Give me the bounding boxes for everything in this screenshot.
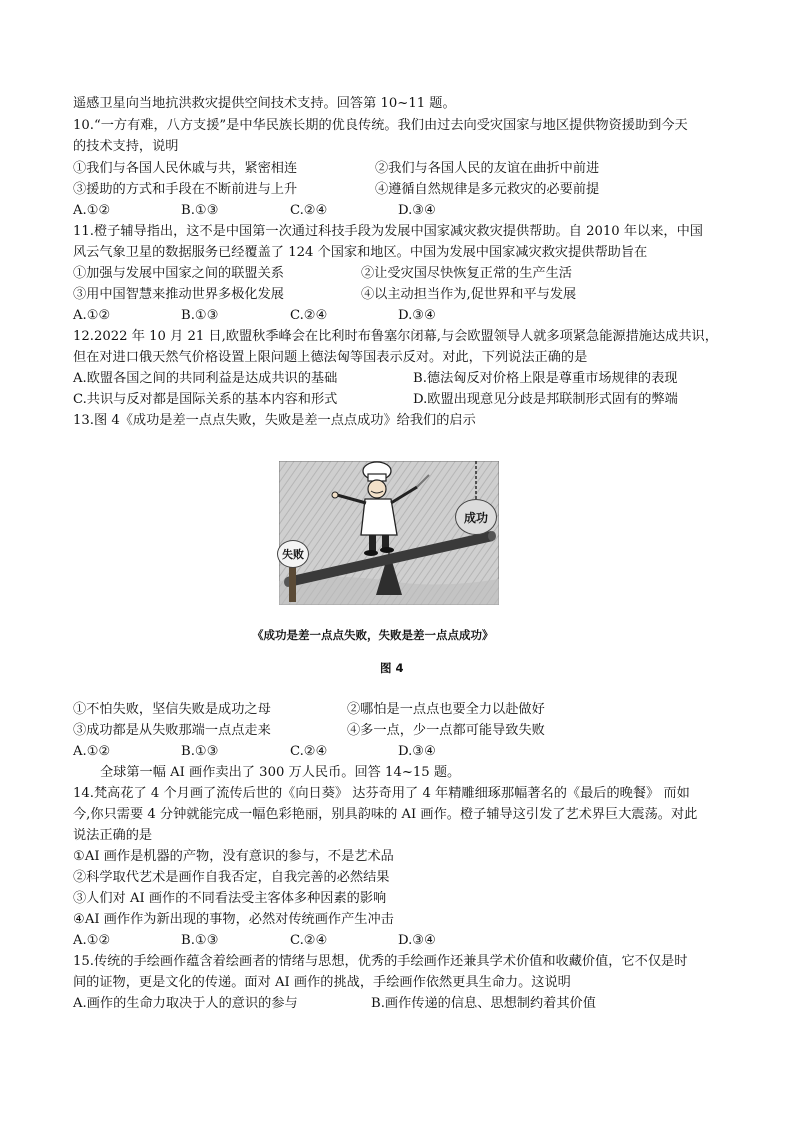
success-weight: 成功 xyxy=(455,499,497,535)
question-12-stem: 12.2022 年 10 月 21 日,欧盟秋季峰会在比利时布鲁塞尔闭幕,与会欧盟领导人就多项紧急能源措施达成共识， xyxy=(73,329,718,344)
question-14-stem: 今,你只需要 4 分钟就能完成一幅色彩艳丽，别具韵味的 AI 画作。橙子辅导这引发了艺术界巨大震荡。对此 xyxy=(73,807,698,822)
question-14-item: ④AI 画作作为新出现的事物，必然对传统画作产生冲击 xyxy=(73,912,394,927)
question-11-choice-d[interactable]: D.③④ xyxy=(398,308,436,323)
intro-text: 全球第一幅 AI 画作卖出了 300 万人民币。回答 14~15 题。 xyxy=(100,765,461,780)
question-15-option-b[interactable]: B.画作传递的信息、思想制约着其价值 xyxy=(371,996,596,1011)
question-13-stem: 13.图 4《成功是差一点点失败，失败是差一点点成功》给我们的启示 xyxy=(73,413,476,428)
question-15-stem: 15.传统的手绘画作蕴含着绘画者的情绪与思想，优秀的手绘画作还兼具学术价值和收藏价值，它不仅是时 xyxy=(73,954,688,969)
question-14-choice-b[interactable]: B.①③ xyxy=(181,933,219,948)
question-10-choice-a[interactable]: A.①② xyxy=(73,203,111,218)
question-10-choice-c[interactable]: C.②④ xyxy=(290,203,328,218)
question-11-stem: 风云气象卫星的数据服务已经覆盖了 124 个国家和地区。中国为发展中国家减灾救灾提供帮助旨在 xyxy=(73,245,648,260)
question-10-item: ③援助的方式和手段在不断前进与上升 xyxy=(73,182,298,197)
question-13-item: ①不怕失败，坚信失败是成功之母 xyxy=(73,702,271,717)
question-14-choice-d[interactable]: D.③④ xyxy=(398,933,436,948)
question-10-item: ②我们与各国人民的友谊在曲折中前进 xyxy=(375,161,600,176)
question-10-item: ④遵循自然规律是多元救灾的必要前提 xyxy=(375,182,600,197)
question-13-choice-b[interactable]: B.①③ xyxy=(181,744,219,759)
question-12-option-b[interactable]: B.德法匈反对价格上限是尊重市场规律的表现 xyxy=(413,371,678,386)
question-13-item: ③成功都是从失败那端一点点走来 xyxy=(73,723,271,738)
question-11-item: ④以主动担当作为,促世界和平与发展 xyxy=(361,287,577,302)
question-12-option-a[interactable]: A.欧盟各国之间的共同利益是达成共识的基础 xyxy=(73,371,338,386)
question-15-option-a[interactable]: A.画作的生命力取决于人的意识的参与 xyxy=(73,996,298,1011)
question-11-item: ③用中国智慧来推动世界多极化发展 xyxy=(73,287,284,302)
question-11-choice-a[interactable]: A.①② xyxy=(73,308,111,323)
figure-caption: 《成功是差一点点失败，失败是差一点点成功》 xyxy=(252,628,494,642)
question-12-option-d[interactable]: D.欧盟出现意见分歧是邦联制形式固有的弊端 xyxy=(413,392,678,407)
question-13-choice-c[interactable]: C.②④ xyxy=(290,744,328,759)
question-13-choice-a[interactable]: A.①② xyxy=(73,744,111,759)
question-14-stem: 14.梵高花了 4 个月画了流传后世的《向日葵》 达芬奇用了 4 年精雕细琢那幅著名的《最后的晚餐》 而如 xyxy=(73,786,690,801)
question-11-item: ②让受灾国尽快恢复正常的生产生活 xyxy=(361,266,572,281)
question-10-stem: 10.“一方有难，八方支援”是中华民族长期的优良传统。我们由过去向受灾国家与地区提供物资援助到今天 xyxy=(73,118,688,133)
question-11-item: ①加强与发展中国家之间的联盟关系 xyxy=(73,266,284,281)
question-11-choice-b[interactable]: B.①③ xyxy=(181,308,219,323)
figure-label: 图 4 xyxy=(380,661,404,675)
seesaw-cartoon-figure xyxy=(279,461,499,605)
question-13-choice-d[interactable]: D.③④ xyxy=(398,744,436,759)
question-14-choice-a[interactable]: A.①② xyxy=(73,933,111,948)
question-13-item: ②哪怕是一点点也要全力以赴做好 xyxy=(347,702,545,717)
question-11-stem: 11.橙子辅导指出，这不是中国第一次通过科技手段为发展中国家减灾救灾提供帮助。自 2010 年以来，中国 xyxy=(73,224,703,239)
question-10-choice-b[interactable]: B.①③ xyxy=(181,203,219,218)
question-12-option-c[interactable]: C.共识与反对都是国际关系的基本内容和形式 xyxy=(73,392,338,407)
question-10-item: ①我们与各国人民休戚与共，紧密相连 xyxy=(73,161,298,176)
question-10-choice-d[interactable]: D.③④ xyxy=(398,203,436,218)
question-14-item: ①AI 画作是机器的产物，没有意识的参与，不是艺术品 xyxy=(73,849,394,864)
question-14-item: ③人们对 AI 画作的不同看法受主客体多种因素的影响 xyxy=(73,891,387,906)
question-13-item: ④多一点，少一点都可能导致失败 xyxy=(347,723,545,738)
fail-sign: 失败 xyxy=(277,540,309,568)
question-11-choice-c[interactable]: C.②④ xyxy=(290,308,328,323)
question-15-stem: 间的证物，更是文化的传递。面对 AI 画作的挑战，手绘画作依然更具生命力。这说明 xyxy=(73,975,571,990)
question-10-stem: 的技术支持，说明 xyxy=(73,139,179,154)
question-14-stem: 说法正确的是 xyxy=(73,828,153,843)
question-14-choice-c[interactable]: C.②④ xyxy=(290,933,328,948)
question-12-stem: 但在对进口俄天然气价格设置上限问题上德法匈等国表示反对。对此，下列说法正确的是 xyxy=(73,350,588,365)
question-14-item: ②科学取代艺术是画作自我否定，自我完善的必然结果 xyxy=(73,870,390,885)
intro-text: 遥感卫星向当地抗洪救灾提供空间技术支持。回答第 10~11 题。 xyxy=(73,96,456,111)
